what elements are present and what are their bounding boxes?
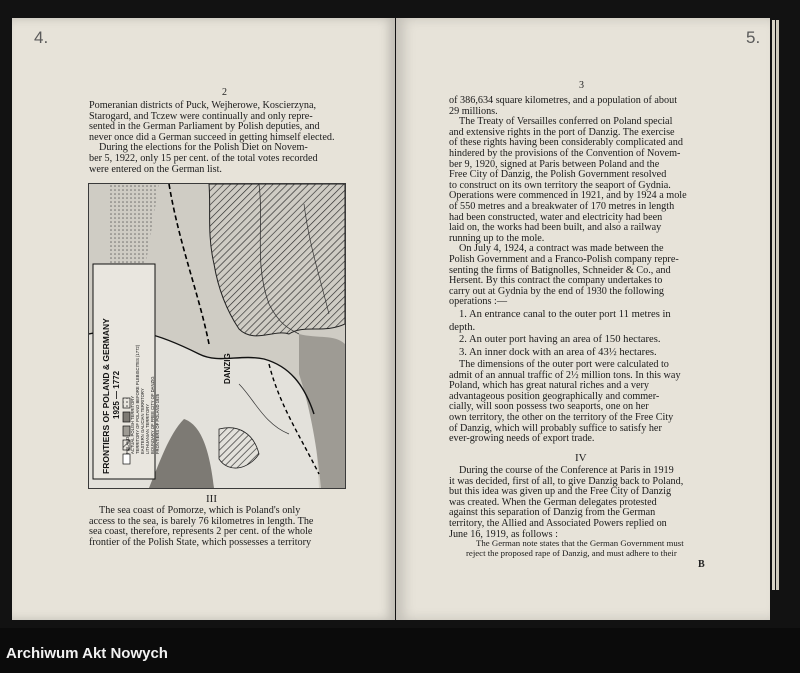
text-line: ber 5, 1922, only 15 per cent. of the total votes recorded <box>89 152 318 164</box>
right-page-number: 3 <box>579 80 584 91</box>
left-page-number: 2 <box>222 87 227 98</box>
map-graphic <box>89 184 345 488</box>
page-edge <box>772 20 775 590</box>
map-city-label: DANZIG <box>223 353 232 384</box>
legend-item: TERRITORY OF POLAND BEFORE PLEBISCITES (1772) <box>135 344 140 454</box>
text-line: carry out at Gydnia by the end of 1930 the following <box>449 285 665 297</box>
text-line: Operations were commenced in 1921, and by 1924 a mole <box>449 190 687 202</box>
text-line: of 550 metres and a breakwater of 170 metres in length <box>449 200 675 212</box>
text-line: The Treaty of Versailles conferred on Poland special <box>459 116 673 128</box>
list-item: 3. An inner dock with an area of 43½ hectares. <box>459 346 657 358</box>
text-line: 29 millions. <box>449 105 498 117</box>
text-line: admit of an annual traffic of 2½ million tons. In this way <box>449 369 681 381</box>
right-top-paragraphs <box>449 96 711 308</box>
text-line: sea coast, therefore, represents 2 per cent. of the whole <box>89 526 313 538</box>
text-line: laid on, the works had been built, and also a railway <box>449 222 662 234</box>
list-item: depth. <box>449 321 476 333</box>
text-line: During the course of the Conference at Paris in 1919 <box>459 465 674 476</box>
text-line: but this idea was given up and the Free City of Danzig <box>449 486 672 498</box>
text-line: ber 9, 1920, signed at Paris between Poland and the <box>449 158 660 170</box>
text-line: of Danzig, which will probably suffice to satisfy her <box>449 422 662 434</box>
quote-line: reject the proposed rape of Danzig, and must adhere to their <box>466 548 677 558</box>
text-line: access to the sea, is barely 76 kilometres in length. The <box>89 515 314 527</box>
text-line: it was decided, first of all, to give Danzig back to Poland, <box>449 475 684 487</box>
text-line: June 16, 1919, as follows : <box>449 528 558 540</box>
right-handwritten-mark: 5. <box>746 28 761 47</box>
legend-item: EASTERN GALICIAN TERRITORY <box>140 388 145 454</box>
text-line: senting the firms of Batignolles, Schneider & Co., and <box>449 264 671 276</box>
text-line: hindered by the provisions of the Convention of Novem- <box>449 147 681 159</box>
map-title: FRONTIERS OF POLAND & GERMANY <box>101 318 111 474</box>
quoted-note <box>466 538 712 558</box>
dimensions-paragraph <box>449 360 711 445</box>
right-section-heading: IV <box>575 452 587 464</box>
text-line: had been constructed, water and electricity had been <box>449 211 663 223</box>
text-line: to construct on its own territory the seaport of Gydnia. <box>449 179 671 191</box>
right-section-paragraph <box>449 466 711 540</box>
left-handwritten-mark: 4. <box>34 28 49 47</box>
text-line: Poland, which has great natural riches and a very <box>449 380 649 392</box>
text-line: never once did a German succeed in getting himself elected. <box>89 131 335 143</box>
legend-item: ACTUAL POLISH TERRITORY <box>130 395 135 454</box>
text-line: On July 4, 1924, a contract was made between the <box>459 243 664 255</box>
text-line: ever-growing needs of export trade. <box>449 433 595 445</box>
text-line: own territory, the other on the territory of the Free City <box>449 411 674 423</box>
text-line: Free City of Danzig, the Polish Government resolved <box>449 169 667 181</box>
text-line: against this separation of Danzig from the German <box>449 507 656 519</box>
left-section-paragraph <box>89 506 345 548</box>
signature-mark: B <box>698 559 705 570</box>
legend-item: LITHUANIAN TERRITORY <box>145 403 150 454</box>
text-line: The sea coast of Pomorze, which is Poland's only <box>99 505 301 516</box>
text-line: Hersent. By this contract the company undertakes to <box>449 275 663 287</box>
legend-item: BOUNDARY OF FREE CITY OF DANZIG <box>150 376 155 454</box>
map-title-years: 1925 — 1772 <box>112 370 121 419</box>
text-line: and extensive rights in the port of Danzig. The exercise <box>449 126 675 138</box>
left-section-heading: III <box>206 493 217 505</box>
archive-footer: Archiwum Akt Nowych <box>6 645 168 662</box>
text-line: territory, the Allied and Associated Powers replied on <box>449 517 667 529</box>
text-line: Starogard, and Tczew were continually and only repre- <box>89 110 313 122</box>
list-item: 2. An outer port having an area of 150 hectares. <box>459 334 661 345</box>
text-line: operations :— <box>449 296 508 308</box>
legend-item: FRONTIERS OF POLAND 1925 <box>155 393 160 454</box>
text-line: Polish Government and a Franco-Polish company repre- <box>449 253 679 265</box>
list-item: 1. An entrance canal to the outer port 11 metres in <box>459 309 671 320</box>
text-line: cially, will soon possess two seaports, one on her <box>449 401 649 413</box>
text-line: sented in the German Parliament by Polish deputies, and <box>89 121 320 133</box>
frontiers-map <box>88 183 346 489</box>
page-edge <box>776 20 779 590</box>
text-line: Pomeranian districts of Puck, Wejherowe, Koscierzyna, <box>89 100 317 111</box>
text-line: were entered on the German list. <box>89 163 222 175</box>
text-line: running up to the mole. <box>449 232 545 244</box>
text-line: advantageous position geographically and commer- <box>449 390 660 402</box>
operations-list <box>449 309 711 359</box>
text-line: of these rights having been considerably complicated and <box>449 137 683 149</box>
text-line: frontier of the Polish State, which possesses a territory <box>89 536 312 548</box>
text-line: was created. When the German delegates protested <box>449 496 657 508</box>
text-line: of 386,634 square kilometres, and a population of about <box>449 95 678 106</box>
left-intro-paragraph <box>89 101 345 175</box>
text-line: During the elections for the Polish Diet on Novem- <box>99 142 308 154</box>
text-line: The dimensions of the outer port were calculated to <box>459 359 669 370</box>
quote-line: The German note states that the German Government must <box>476 538 684 548</box>
